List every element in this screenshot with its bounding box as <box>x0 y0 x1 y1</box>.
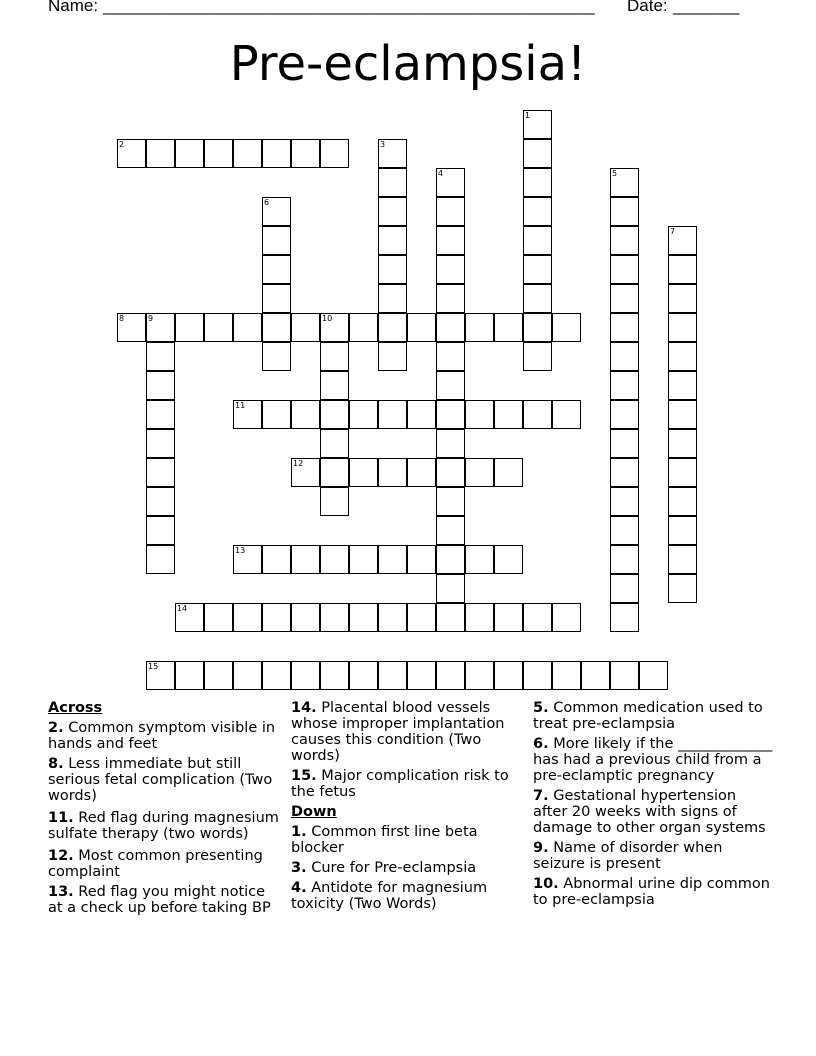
grid-cell[interactable] <box>407 661 436 690</box>
grid-cell[interactable] <box>262 255 291 284</box>
clue-down-1: 1. Common first line beta blocker <box>291 824 478 856</box>
grid-cell[interactable] <box>465 603 494 632</box>
down-heading: Down <box>291 804 337 820</box>
grid-cell[interactable] <box>465 458 494 487</box>
grid-cell[interactable] <box>320 603 349 632</box>
grid-cell[interactable] <box>668 516 697 545</box>
grid-cell[interactable] <box>320 429 349 458</box>
grid-cell[interactable] <box>436 429 465 458</box>
grid-cell[interactable] <box>291 661 320 690</box>
grid-cell[interactable] <box>349 545 378 574</box>
grid-cell[interactable] <box>204 661 233 690</box>
grid-cell[interactable] <box>262 342 291 371</box>
grid-cell[interactable] <box>233 139 262 168</box>
clue-number: 9 <box>148 313 154 323</box>
grid-cell[interactable] <box>610 458 639 487</box>
grid-cell[interactable] <box>378 603 407 632</box>
grid-cell[interactable] <box>436 458 465 487</box>
grid-cell[interactable] <box>436 400 465 429</box>
grid-cell[interactable] <box>291 400 320 429</box>
clue-number: 7 <box>670 226 676 236</box>
grid-cell[interactable] <box>436 168 465 197</box>
grid-cell[interactable] <box>494 603 523 632</box>
grid-cell[interactable] <box>494 313 523 342</box>
grid-cell[interactable] <box>436 284 465 313</box>
grid-cell[interactable] <box>436 516 465 545</box>
grid-cell[interactable] <box>436 342 465 371</box>
grid-cell[interactable] <box>175 603 204 632</box>
grid-cell[interactable] <box>668 400 697 429</box>
grid-cell[interactable] <box>233 313 262 342</box>
grid-cell[interactable] <box>610 516 639 545</box>
grid-cell[interactable] <box>523 255 552 284</box>
grid-cell[interactable] <box>175 313 204 342</box>
grid-cell[interactable] <box>610 371 639 400</box>
grid-cell[interactable] <box>262 284 291 313</box>
grid-cell[interactable] <box>378 284 407 313</box>
grid-cell[interactable] <box>117 313 146 342</box>
grid-cell[interactable] <box>552 313 581 342</box>
grid-cell[interactable] <box>262 197 291 226</box>
grid-cell[interactable] <box>523 342 552 371</box>
grid-cell[interactable] <box>378 197 407 226</box>
grid-cell[interactable] <box>291 545 320 574</box>
grid-cell[interactable] <box>610 661 639 690</box>
grid-cell[interactable] <box>610 284 639 313</box>
clue-number: 5 <box>612 168 618 178</box>
grid-cell[interactable] <box>349 313 378 342</box>
grid-cell[interactable] <box>320 487 349 516</box>
grid-cell[interactable] <box>349 603 378 632</box>
grid-cell[interactable] <box>523 313 552 342</box>
grid-cell[interactable] <box>146 458 175 487</box>
clue-across-2: 2. Common symptom visible in hands and feet <box>48 720 276 752</box>
clue-across-15: 15. Major complication risk to the fetus <box>291 768 509 800</box>
grid-cell[interactable] <box>523 139 552 168</box>
puzzle-title: Pre-eclampsia! <box>229 36 587 92</box>
grid-cell[interactable] <box>291 603 320 632</box>
grid-cell[interactable] <box>262 139 291 168</box>
grid-cell[interactable] <box>494 400 523 429</box>
clue-number: 1 <box>525 110 531 120</box>
grid-cell[interactable] <box>262 603 291 632</box>
grid-cell[interactable] <box>146 139 175 168</box>
grid-cell[interactable] <box>320 400 349 429</box>
clue-across-14: 14. Placental blood vessels whose improper implantation causes this condition (Two words) <box>291 700 505 764</box>
grid-cell[interactable] <box>436 255 465 284</box>
grid-cell[interactable] <box>378 139 407 168</box>
grid-cell[interactable] <box>291 458 320 487</box>
grid-cell[interactable] <box>175 661 204 690</box>
grid-cell[interactable] <box>668 487 697 516</box>
grid-cell[interactable] <box>523 284 552 313</box>
grid-cell[interactable] <box>320 371 349 400</box>
grid-cell[interactable] <box>436 487 465 516</box>
grid-cell[interactable] <box>233 545 262 574</box>
grid-cell[interactable] <box>436 661 465 690</box>
grid-cell[interactable] <box>494 545 523 574</box>
grid-cell[interactable] <box>552 603 581 632</box>
grid-cell[interactable] <box>349 400 378 429</box>
grid-cell[interactable] <box>465 313 494 342</box>
grid-cell[interactable] <box>668 342 697 371</box>
clue-column-3 <box>533 700 773 912</box>
grid-cell[interactable] <box>610 342 639 371</box>
grid-cell[interactable] <box>146 342 175 371</box>
grid-cell[interactable] <box>436 574 465 603</box>
across-heading: Across <box>48 700 103 716</box>
grid-cell[interactable] <box>233 603 262 632</box>
clue-down-4: 4. Antidote for magnesium toxicity (Two Words) <box>291 880 488 912</box>
grid-cell[interactable] <box>523 197 552 226</box>
grid-cell[interactable] <box>291 139 320 168</box>
grid-cell[interactable] <box>610 603 639 632</box>
grid-cell[interactable] <box>117 139 146 168</box>
clue-number: 4 <box>438 168 444 178</box>
grid-cell[interactable] <box>552 400 581 429</box>
grid-cell[interactable] <box>378 313 407 342</box>
grid-cell[interactable] <box>436 313 465 342</box>
grid-cell[interactable] <box>378 400 407 429</box>
grid-cell[interactable] <box>610 429 639 458</box>
clue-across-12: 12. Most common presenting complaint <box>48 848 263 880</box>
grid-cell[interactable] <box>552 661 581 690</box>
grid-cell[interactable] <box>668 255 697 284</box>
clue-across-11: 11. Red flag during magnesium sulfate therapy (two words) <box>48 810 279 842</box>
clue-number: 14 <box>177 603 188 613</box>
grid-cell[interactable] <box>436 226 465 255</box>
grid-cell[interactable] <box>610 313 639 342</box>
grid-cell[interactable] <box>465 661 494 690</box>
grid-cell[interactable] <box>407 545 436 574</box>
grid-cell[interactable] <box>523 661 552 690</box>
grid-cell[interactable] <box>523 400 552 429</box>
grid-cell[interactable] <box>494 458 523 487</box>
grid-cell[interactable] <box>581 661 610 690</box>
grid-cell[interactable] <box>436 603 465 632</box>
grid-cell[interactable] <box>378 545 407 574</box>
grid-cell[interactable] <box>378 661 407 690</box>
grid-cell[interactable] <box>668 371 697 400</box>
grid-cell[interactable] <box>146 371 175 400</box>
grid-cell[interactable] <box>610 400 639 429</box>
grid-cell[interactable] <box>378 226 407 255</box>
grid-cell[interactable] <box>378 342 407 371</box>
grid-cell[interactable] <box>146 313 175 342</box>
grid-cell[interactable] <box>668 226 697 255</box>
clue-number: 2 <box>119 139 125 149</box>
grid-cell[interactable] <box>465 400 494 429</box>
grid-cell[interactable] <box>639 661 668 690</box>
grid-cell[interactable] <box>233 400 262 429</box>
grid-cell[interactable] <box>349 458 378 487</box>
clue-column-1 <box>48 700 284 920</box>
grid-cell[interactable] <box>610 487 639 516</box>
grid-cell[interactable] <box>320 139 349 168</box>
date-label: Date: <box>627 0 668 15</box>
grid-cell[interactable] <box>668 313 697 342</box>
grid-cell[interactable] <box>320 458 349 487</box>
grid-cell[interactable] <box>436 545 465 574</box>
grid-cell[interactable] <box>146 429 175 458</box>
grid-cell[interactable] <box>523 603 552 632</box>
clue-number: 11 <box>235 400 246 410</box>
grid-cell[interactable] <box>233 661 262 690</box>
grid-cell[interactable] <box>146 516 175 545</box>
grid-cell[interactable] <box>523 110 552 139</box>
grid-cell[interactable] <box>320 313 349 342</box>
grid-cell[interactable] <box>668 284 697 313</box>
grid-cell[interactable] <box>610 574 639 603</box>
grid-cell[interactable] <box>668 574 697 603</box>
grid-cell[interactable] <box>523 168 552 197</box>
clue-column-2 <box>291 700 523 916</box>
grid-cell[interactable] <box>204 313 233 342</box>
grid-cell[interactable] <box>436 371 465 400</box>
clue-down-7: 7. Gestational hypertension after 20 weeks with signs of damage to other organ systems <box>533 788 766 836</box>
clue-number: 3 <box>380 139 386 149</box>
grid-cell[interactable] <box>262 661 291 690</box>
grid-cell[interactable] <box>204 603 233 632</box>
clue-number: 12 <box>293 458 304 468</box>
grid-cell[interactable] <box>407 458 436 487</box>
grid-cell[interactable] <box>610 168 639 197</box>
grid-cell[interactable] <box>668 429 697 458</box>
name-blank[interactable]: ____________________________________________________ <box>103 0 595 15</box>
grid-cell[interactable] <box>494 661 523 690</box>
clue-number: 6 <box>264 197 270 207</box>
grid-cell[interactable] <box>146 545 175 574</box>
grid-cell[interactable] <box>378 458 407 487</box>
clue-number: 13 <box>235 545 246 555</box>
grid-cell[interactable] <box>668 545 697 574</box>
clue-across-8: 8. Less immediate but still serious fetal complication (Two words) <box>48 756 273 804</box>
clue-number: 15 <box>148 661 159 671</box>
clue-down-3: 3. Cure for Pre-eclampsia <box>291 860 477 876</box>
grid-cell[interactable] <box>523 226 552 255</box>
grid-cell[interactable] <box>204 139 233 168</box>
clue-down-9: 9. Name of disorder when seizure is present <box>533 840 723 872</box>
grid-cell[interactable] <box>407 400 436 429</box>
grid-cell[interactable] <box>407 603 436 632</box>
grid-cell[interactable] <box>378 255 407 284</box>
clue-number: 8 <box>119 313 125 323</box>
grid-cell[interactable] <box>610 255 639 284</box>
grid-cell[interactable] <box>291 313 320 342</box>
grid-cell[interactable] <box>262 226 291 255</box>
grid-cell[interactable] <box>610 545 639 574</box>
clue-down-10: 10. Abnormal urine dip common to pre-eclampsia <box>533 876 770 908</box>
grid-cell[interactable] <box>436 197 465 226</box>
clue-down-5: 5. Common medication used to treat pre-eclampsia <box>533 700 763 732</box>
grid-cell[interactable] <box>668 458 697 487</box>
grid-cell[interactable] <box>320 661 349 690</box>
grid-cell[interactable] <box>610 226 639 255</box>
grid-cell[interactable] <box>262 545 291 574</box>
clue-down-6: 6. More likely if the _____________ has had a previous child from a pre-eclamptic pregnancy <box>533 736 773 784</box>
grid-cell[interactable] <box>146 487 175 516</box>
grid-cell[interactable] <box>146 661 175 690</box>
grid-cell[interactable] <box>262 400 291 429</box>
grid-cell[interactable] <box>146 400 175 429</box>
grid-cell[interactable] <box>349 661 378 690</box>
clue-number: 10 <box>322 313 333 323</box>
grid-cell[interactable] <box>407 313 436 342</box>
grid-cell[interactable] <box>378 168 407 197</box>
grid-cell[interactable] <box>175 139 204 168</box>
grid-cell[interactable] <box>320 545 349 574</box>
grid-cell[interactable] <box>465 545 494 574</box>
grid-cell[interactable] <box>320 342 349 371</box>
date-blank[interactable]: _______ <box>673 0 740 15</box>
grid-cell[interactable] <box>262 313 291 342</box>
clue-across-13: 13. Red flag you might notice at a check up before taking BP <box>48 884 271 916</box>
grid-cell[interactable] <box>610 197 639 226</box>
name-label: Name: <box>48 0 99 15</box>
